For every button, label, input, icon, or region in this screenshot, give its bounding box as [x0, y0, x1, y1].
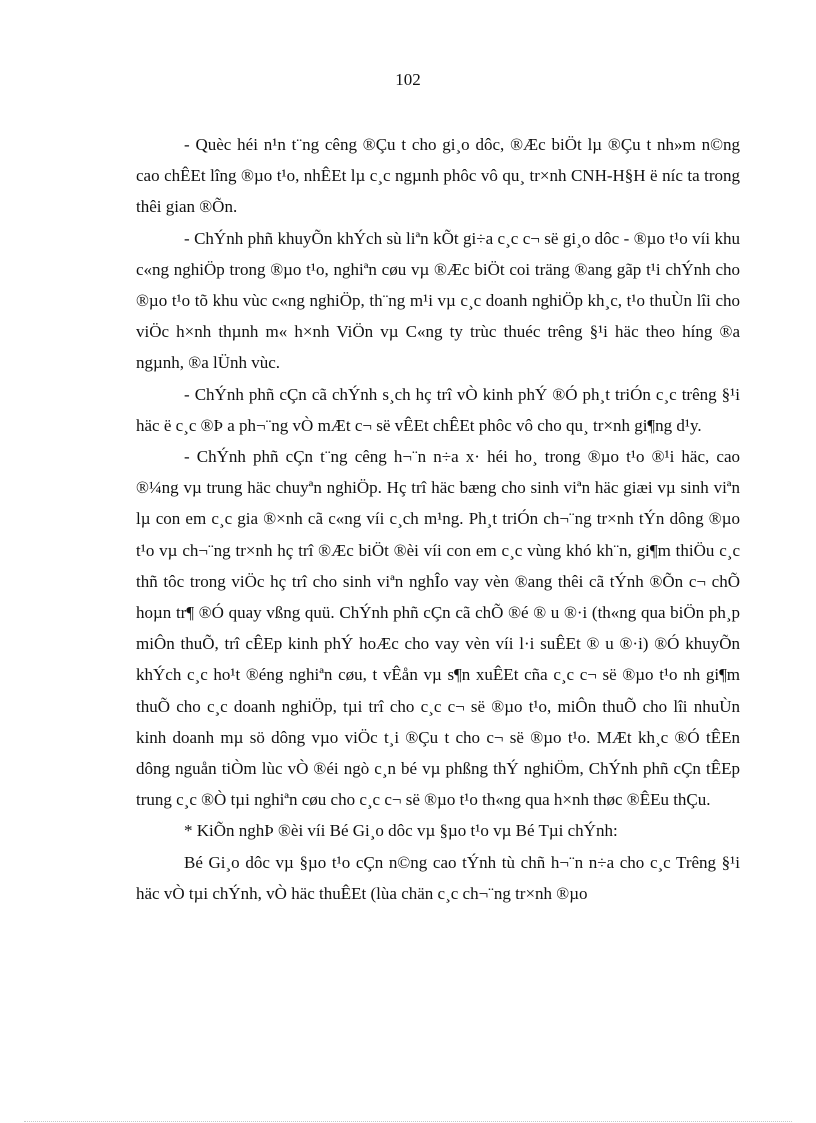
body-text	[136, 129, 740, 909]
paragraph-2: - ChÝnh phñ khuyÕn khÝch sù liªn kÕt gi÷a c¸c c¬ së gi¸o dôc - ®µo t¹o víi khu c«ng nghiÖp trong ®µo t¹o, nghiªn cøu vµ ®Æc biÖt coi träng ®ang gãp t¹i chÝnh cho ®µo t¹o tõ khu vùc c«ng nghiÖp, th¨ng m¹i vµ c¸c doanh nghiÖp kh¸c, t¹o thuÙn lîi cho viÖc h×nh thµnh m« h×nh ViÖn vµ C«ng ty trùc thuéc trêng §¹i häc theo híng ®a ngµnh, ®a lÜnh vùc.	[136, 228, 740, 373]
page-bottom-divider	[24, 1121, 792, 1122]
page-number: 102	[395, 70, 421, 89]
paragraph-6: Bé Gi¸o dôc vµ §µo t¹o cÇn n©ng cao tÝnh tù chñ h¬¨n n÷a cho c¸c Trêng §¹i häc vÒ tµi chÝnh, vÒ häc thuÊEt (lùa chän c¸c ch¬¨ng tr×nh ®µo	[136, 852, 740, 903]
paragraph-3: - ChÝnh phñ cÇn cã chÝnh s¸ch hç trî vÒ kinh phÝ ®Ó ph¸t triÓn c¸c trêng §¹i häc ë c¸c ®Þ a ph¬¨ng vÒ mÆt c¬ së vÊEt chÊEt phôc vô cho qu¸ tr×nh gi¶ng d¹y.	[136, 384, 740, 435]
paragraph-1: - Quèc héi n¹n t¨ng cêng ®Çu t cho gi¸o dôc, ®Æc biÖt lµ ®Çu t nh»m n©ng cao chÊEt lîng ®µo t¹o, nhÊEt lµ c¸c ngµnh phôc vô qu¸ tr×nh CNH-H§H ë níc ta trong thêi gian ®Õn.	[136, 135, 740, 217]
recommendation-heading: * KiÕn nghÞ ®èi víi Bé Gi¸o dôc vµ §µo t¹o vµ Bé Tµi chÝnh:	[184, 821, 618, 841]
paragraph-4: - ChÝnh phñ cÇn t¨ng cêng h¬¨n n÷a x· héi ho¸ trong ®µo t¹o ®¹i häc, cao ®¼ng vµ trung häc chuyªn nghiÖp. Hç trî häc bæng cho sinh viªn häc giæi vµ sinh viªn lµ con em c¸c gia ®×nh cã c«ng víi c¸ch m¹ng. Ph¸t triÓn ch¬¨ng tr×nh tÝn dông ®µo t¹o vµ ch¬¨ng tr×nh hç trî ®Æc biÖt ®èi víi con em c¸c vùng khó kh¨n, gi¶m thiÖu c¸c thñ tôc trong viÖc hç trî cho sinh viªn nghÎo vay vèn ®ang thêi cã tÝnh ®Õn c¬ chÕ hoµn tr¶ ®Ó quay vßng quü. ChÝnh phñ cÇn cã chÕ ®é ® u ®·i (th«ng qua biÖn ph¸p miÔn thuÕ, trî cÊEp kinh phÝ hoÆc cho vay vèn víi l·i suÊEt ® u ®·i) ®Ó khuyÕn khÝch c¸c ho¹t ®éng nghiªn cøu, t vÊån vµ s¶n xuÊEt cña c¸c c¬ së ®µo t¹o nh gi¶m thuÕ cho c¸c doanh nghiÖp, tµi trî cho c¸c c¬ së ®µo t¹o, miÔn thuÕ cho lîi nhuÙn kinh doanh mµ sö dông vµo viÖc t¸i ®Çu t cho c¬ së ®µo t¹o. MÆt kh¸c ®Ó tÊEn dông nguån tiÒm lùc vÒ ®éi ngò c¸n bé vµ phßng thÝ nghiÖm, ChÝnh phñ cÇn tÊEp trung c¸c ®Ò tµi nghiªn cøu cho c¸c c¬ së ®µo t¹o th«ng qua h×nh thøc ®ÊEu thÇu.	[136, 447, 740, 810]
